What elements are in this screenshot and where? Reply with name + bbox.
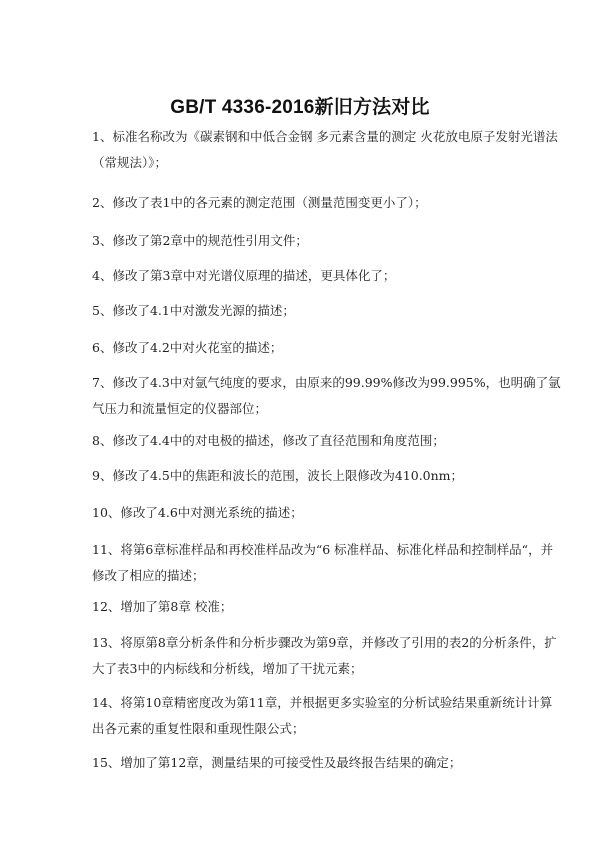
- list-item-3: 3、修改了第2章中的规范性引用文件；: [92, 233, 308, 248]
- list-item-6: 6、修改了4.2中对火花室的描述；: [92, 340, 283, 355]
- list-item-1: 1、标准名称改为《碳素钢和中低合金钢 多元素含量的测定 火花放电原子发射光谱法（常规法）》；: [92, 129, 558, 170]
- list-item-10: 10、修改了4.6中对测光系统的描述；: [92, 505, 303, 520]
- document-title: GB/T 4336-2016新旧方法对比: [170, 97, 430, 118]
- list-item-12: 12、增加了第8章 校准；: [92, 599, 233, 614]
- list-item-8: 8、修改了4.4中的对电极的描述，修改了直径范围和角度范围；: [92, 433, 445, 448]
- list-item-2: 2、修改了表1中的各元素的测定范围（测量范围变更小了）；: [92, 195, 427, 210]
- list-item-14: 14、将第10章精密度改为第11章，并根据更多实验室的分析试验结果重新统计计算出各元素的重复性限和重现性限公式；: [92, 695, 553, 736]
- list-item-13: 13、将原第8章分析条件和分析步骤改为第9章，并修改了引用的表2的分析条件，扩大了表3中的内标线和分析线，增加了干扰元素；: [92, 635, 557, 676]
- list-item-9: 9、修改了4.5中的焦距和波长的范围，波长上限修改为410.0nm；: [92, 468, 464, 483]
- list-item-11: 11、将第6章标准样品和再校准样品改为“6 标准样品、标准化样品和控制样品“，并修改了相应的描述；: [92, 542, 554, 583]
- list-item-4: 4、修改了第3章中对光谱仪原理的描述，更具体化了；: [92, 268, 396, 283]
- list-item-5: 5、修改了4.1中对激发光源的描述；: [92, 303, 295, 318]
- list-item-7: 7、修改了4.3中对氩气纯度的要求，由原来的99.99%修改为99.995%，也明确了氩气压力和流量恒定的仪器部位；: [92, 375, 561, 416]
- list-item-15: 15、增加了第12章，测量结果的可接受性及最终报告结果的确定；: [92, 755, 462, 770]
